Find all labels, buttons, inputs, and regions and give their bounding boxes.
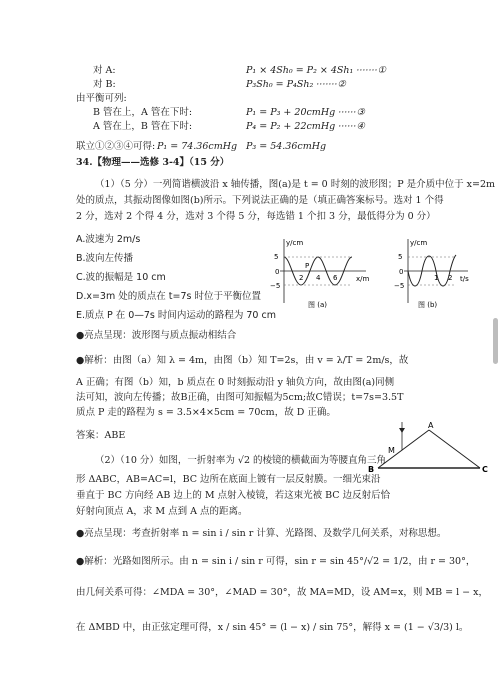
tick-label: 6 — [333, 274, 338, 282]
figure-a-wave-graph — [268, 235, 378, 310]
axis-label-y: y/cm — [410, 239, 428, 247]
tick-label: −5 — [270, 282, 281, 290]
analysis-text: 质点 P 走的路程为 s = 3.5×4×5cm = 70cm，故 D 正确。 — [76, 407, 336, 418]
tick-label: 4 — [316, 274, 321, 282]
analysis-text: 在 ΔMBD 中，由正弦定理可得，x / sin 45° = (l − x) / sin 75°，解得 x = (1 − √3/3) l。 — [76, 622, 469, 633]
text-line: 联立①②③④可得: — [76, 141, 156, 152]
equation-4: P₄ = P₂ + 22cmHg ······④ — [246, 121, 365, 132]
text-line: 对 A: — [93, 65, 116, 76]
axis-label-y: y/cm — [286, 239, 304, 247]
tick-label: 0 — [275, 268, 280, 276]
question-text: 形 ΔABC，AB=AC=l，BC 边所在底面上镀有一层反射膜。一细光束沿 — [76, 474, 381, 485]
section-heading: 34.【物理——选修 3-4】（15 分） — [76, 157, 230, 168]
question-text: （1）（5 分）一列简谐横波沿 x 轴传播，图(a)是 t = 0 时刻的波形图；P 是介质中位于 x=2m — [95, 179, 496, 190]
vertex-label-b: B — [368, 465, 375, 474]
vertex-label-a: A — [428, 421, 434, 430]
point-label-m: M — [388, 446, 395, 455]
highlight-bullet: ●亮点呈现：波形图与质点振动相结合 — [76, 330, 237, 341]
point-label-p: P — [305, 262, 310, 270]
tick-label: 5 — [398, 253, 403, 261]
analysis-bullet: ●解析：由图（a）知 λ = 4m，由图（b）知 T=2s，由 v = λ/T = 2m/s，故 — [76, 355, 409, 366]
option-a: A.波速为 2m/s — [76, 234, 141, 245]
analysis-text: 法可知，波向左传播；故B正确，由图可知振幅为5cm;故C错误；t=7s=3.5T — [76, 392, 404, 403]
equation-3: P₁ = P₃ + 20cmHg ······③ — [246, 107, 365, 118]
scrollbar-thumb[interactable] — [493, 318, 498, 364]
figure-caption: 图 (b) — [418, 301, 438, 309]
tick-label: 0 — [399, 268, 404, 276]
vertex-label-c: C — [482, 465, 488, 474]
figure-caption: 图 (a) — [308, 301, 327, 309]
result-p1: P₁ = 74.36cmHg — [157, 141, 238, 152]
tick-label: 2 — [448, 274, 453, 282]
analysis-bullet: ●解析：光路如图所示。由 n = sin i / sin r 可得，sin r = sin 45°/√2 = 1/2，由 r = 30°， — [76, 556, 476, 567]
text-line: 对 B: — [93, 79, 116, 90]
question-text: 处的质点，其振动图像如图(b)所示。下列说法正确的是（填正确答案标号。选对 1 个得 — [76, 195, 444, 206]
figure-b-vibration-graph — [388, 235, 478, 310]
axis-label-x: x/m — [356, 275, 370, 283]
question-text: 好射向顶点 A，求 M 点到 A 点的距离。 — [76, 506, 248, 517]
analysis-text: 由几何关系可得：∠MDA = 30°，∠MAD = 30°，故 MA=MD，设 AM=x，则 MB = l − x， — [76, 587, 488, 598]
tick-label: 1 — [434, 274, 439, 282]
tick-label: 5 — [274, 253, 279, 261]
tick-label: −5 — [394, 282, 405, 290]
question-text: 垂直于 BC 方向经 AB 边上的 M 点射入棱镜，若这束光被 BC 边反射后恰 — [76, 490, 391, 501]
answer-line: 答案：ABE — [76, 430, 126, 441]
option-c: C.波的振幅是 10 cm — [76, 272, 166, 283]
question-text: （2）（10 分）如图，一折射率为 √2 的棱镜的横截面为等腰直角三角 — [95, 455, 387, 466]
result-p3: P₃ = 54.36cmHg — [246, 141, 327, 152]
equation-2: P₃Sh₀ = P₄Sh₂ ·······② — [246, 79, 346, 90]
axis-label-x: t/s — [460, 275, 469, 283]
equation-1: P₁ × 4Sh₀ = P₂ × 4Sh₁ ·······① — [246, 65, 387, 76]
text-line: B 管在上，A 管在下时: — [93, 107, 193, 118]
question-text: 2 分，选对 2 个得 4 分，选对 3 个得 5 分，每选错 1 个扣 3 分，最低得分为 0 分） — [76, 211, 436, 222]
option-e: E.质点 P 在 0—7s 时间内运动的路程为 70 cm — [76, 310, 276, 321]
option-d: D.x=3m 处的质点在 t=7s 时位于平衡位置 — [76, 291, 261, 302]
tick-label: 2 — [299, 274, 304, 282]
text-line: 由平衡可列: — [76, 93, 127, 104]
text-line: A 管在上，B 管在下时: — [93, 121, 193, 132]
figure-prism-diagram — [368, 420, 490, 480]
analysis-text: A 正确；有图（b）知，b 质点在 0 时刻振动沿 y 轴负方向，故由图(a)同侧 — [76, 377, 395, 388]
highlight-bullet: ●亮点呈现：考查折射率 n = sin i / sin r 计算、光路图、及数学几何关系，对称思想。 — [76, 528, 447, 539]
option-b: B.波向左传播 — [76, 253, 134, 264]
